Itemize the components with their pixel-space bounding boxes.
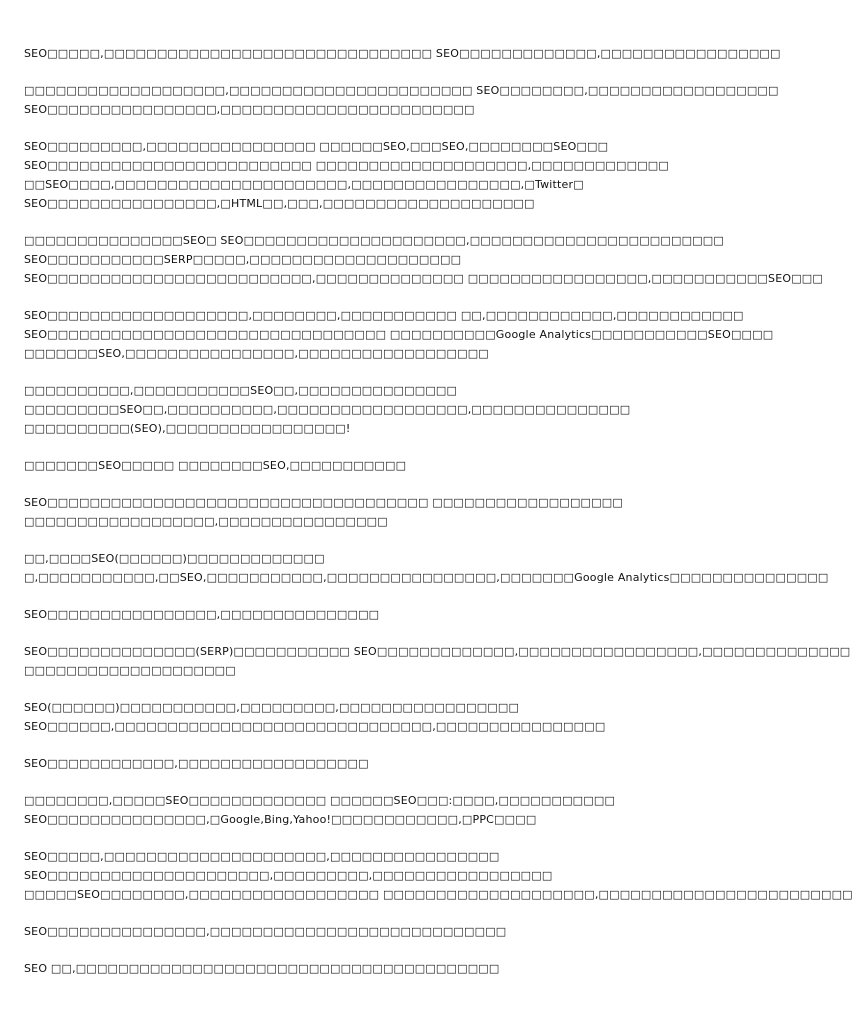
paragraph xyxy=(24,549,829,587)
paragraph xyxy=(24,791,704,829)
text-line: SEO□□□□□□□□□□□□□□□□,□□□□□□□□□□□□□□□ xyxy=(24,608,380,621)
text-line: SEO□□□□□□□□□□□□□□□□,□HTML□□,□□□,□□□□□□□□□□□□□□□□□□□□ xyxy=(24,197,535,210)
paragraph xyxy=(24,137,704,213)
paragraph xyxy=(24,754,704,773)
paragraph xyxy=(24,959,704,978)
document-body xyxy=(24,44,853,996)
text-line: □□□□□□□□□□□□□□□□□□□,□□□□□□□□□□□□□□□□□□□□□□□ SEO□□□□□□□□,□□□□□□□□□□□□□□□□□□ xyxy=(24,84,779,97)
text-line: SEO□□□□□□,□□□□□□□□□□□□□□□□□□□□□□□□□□□□□□,□□□□□□□□□□□□□□□□ xyxy=(24,720,606,733)
text-line: □□□□□□□SEO□□□□□ □□□□□□□□SEO,□□□□□□□□□□□ xyxy=(24,459,407,472)
paragraph xyxy=(24,456,704,475)
text-line: □□□□□SEO□□□□□□□□,□□□□□□□□□□□□□□□□□□ □□□□□□□□□□□□□□□□□□□□,□□□□□□□□□□□□□□□□□□□□□□□□ xyxy=(24,888,853,901)
text-line: SEO□□□□□□□□□□□□□□□,□□□□□□□□□□□□□□□□□□□□□□□□□□□□ xyxy=(24,925,507,938)
text-line: □□,□□□□SEO(□□□□□□)□□□□□□□□□□□□□ xyxy=(24,552,325,565)
text-line: SEO(□□□□□□)□□□□□□□□□□□,□□□□□□□□□,□□□□□□□□□□□□□□□□□ xyxy=(24,701,520,714)
paragraph xyxy=(24,698,704,736)
paragraph xyxy=(24,81,779,119)
text-line: SEO□□□□□□□□□□□□□□□,□Google,Bing,Yahoo!□□□□□□□□□□□□,□PPC□□□□ xyxy=(24,813,537,826)
text-line: SEO □□,□□□□□□□□□□□□□□□□□□□□□□□□□□□□□□□□□□□□□□□□ xyxy=(24,962,500,975)
text-line: SEO□□□□□□□□□□□□□□□□□□□□□□□□□ □□□□□□□□□□□□□□□□□□□□,□□□□□□□□□□□□□ xyxy=(24,159,669,172)
text-line: □□□□□□□□□□□□□□□SEO□ SEO□□□□□□□□□□□□□□□□□□□□□,□□□□□□□□□□□□□□□□□□□□□□□□ xyxy=(24,234,724,247)
text-line: SEO□□□□□,□□□□□□□□□□□□□□□□□□□□□□□□□□□□□□□ SEO□□□□□□□□□□□□□,□□□□□□□□□□□□□□□□□ xyxy=(24,47,781,60)
text-line: □□□□□□□□□□(SEO),□□□□□□□□□□□□□□□□□! xyxy=(24,422,351,435)
paragraph xyxy=(24,381,704,438)
text-line: □□□□□□□□□□,□□□□□□□□□□□SEO□□,□□□□□□□□□□□□□□□ xyxy=(24,384,458,397)
text-line: SEO□□□□□□□□□□□□□□□□,□□□□□□□□□□□□□□□□□□□□□□□□ xyxy=(24,103,475,116)
paragraph xyxy=(24,605,704,624)
text-line: □□□□□□□□□SEO□□,□□□□□□□□□□,□□□□□□□□□□□□□□□□□□,□□□□□□□□□□□□□□□ xyxy=(24,403,631,416)
text-line: SEO□□□□□□□□□□□□,□□□□□□□□□□□□□□□□□□ xyxy=(24,757,369,770)
paragraph xyxy=(24,642,851,680)
text-line: □□□□□□□SEO,□□□□□□□□□□□□□□□□,□□□□□□□□□□□□□□□□□□ xyxy=(24,347,489,360)
text-line: SEO□□□□□□□□□□□□□□□□□□□□□,□□□□□□□□□,□□□□□□□□□□□□□□□□□ xyxy=(24,869,553,882)
paragraph xyxy=(24,493,704,531)
text-line: SEO□□□□□□□□□□□□□□(SERP)□□□□□□□□□□□ SEO□□□□□□□□□□□□□,□□□□□□□□□□□□□□□□□,□□□□□□□□□□□□□□ xyxy=(24,645,851,658)
paragraph xyxy=(24,922,704,941)
text-line: □□SEO□□□□,□□□□□□□□□□□□□□□□□□□□□□,□□□□□□□□□□□□□□□□,□Twitter□ xyxy=(24,178,584,191)
paragraph xyxy=(24,231,823,288)
text-line: □,□□□□□□□□□□□,□□SEO,□□□□□□□□□□□,□□□□□□□□□□□□□□□□,□□□□□□□Google Analytics□□□□□□□□□□□□□□□ xyxy=(24,571,829,584)
text-line: □□□□□□□□,□□□□□SEO□□□□□□□□□□□□□ □□□□□□SEO□□□:□□□□,□□□□□□□□□□□ xyxy=(24,794,616,807)
text-line: SEO□□□□□□□□□□□SERP□□□□□,□□□□□□□□□□□□□□□□□□□□ xyxy=(24,253,462,266)
paragraph xyxy=(24,306,774,363)
text-line: SEO□□□□□□□□□□□□□□□□□□□□□□□□□□□□□□□□□□□□ □□□□□□□□□□□□□□□□□□ xyxy=(24,496,623,509)
text-line: SEO□□□□□,□□□□□□□□□□□□□□□□□□□□□,□□□□□□□□□□□□□□□□ xyxy=(24,850,500,863)
text-line: SEO□□□□□□□□□□□□□□□□□□□□□□□□□,□□□□□□□□□□□□□□ □□□□□□□□□□□□□□□□□,□□□□□□□□□□□SEO□□□ xyxy=(24,272,823,285)
paragraph xyxy=(24,44,781,63)
text-line: SEO□□□□□□□□□,□□□□□□□□□□□□□□□□ □□□□□□SEO,□□□SEO,□□□□□□□□SEO□□□ xyxy=(24,140,609,153)
paragraph xyxy=(24,847,853,904)
text-line: SEO□□□□□□□□□□□□□□□□□□□□□□□□□□□□□□□□ □□□□□□□□□□Google Analytics□□□□□□□□□□□SEO□□□□ xyxy=(24,328,774,341)
text-line: SEO□□□□□□□□□□□□□□□□□□□,□□□□□□□□,□□□□□□□□□□□ □□,□□□□□□□□□□□□,□□□□□□□□□□□□ xyxy=(24,309,744,322)
text-line: □□□□□□□□□□□□□□□□□□□□ xyxy=(24,664,236,677)
text-line: □□□□□□□□□□□□□□□□□□,□□□□□□□□□□□□□□□□ xyxy=(24,515,388,528)
